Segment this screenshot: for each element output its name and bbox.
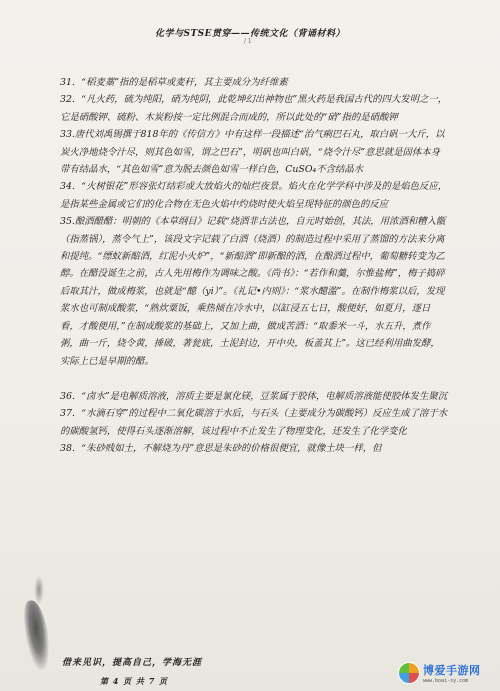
page-header: 化学与STSE贯穿——传统文化（背诵材料） xyxy=(154,29,346,39)
item-32: 32．“凡火药，硫为纯阳，硝为纯阴，此乾坤幻出神物也”黑火药是我国古代的四大发明之一，它是硝酸钾、硫粉、木炭粉按一定比例混合而成的，所以此处的“硝”指的是硝酸钾 xyxy=(60,94,448,123)
site-watermark[interactable] xyxy=(398,662,481,684)
watermark-name: 博爱手游网 xyxy=(423,664,481,677)
paragraph-gap xyxy=(60,370,448,388)
item-35: 35.酿酒醋醋：明朝的《本草纲目》记载“烧酒非古法也，自元时始创，其法，用浓酒和糟入甑（指蒸锅），蒸令气上”，该段文字记载了白酒（烧酒）的制造过程中采用了蒸馏的方法来分离和提纯。“缥蚁新醅酒，红泥小火炉”，“新醅酒”即新酿的酒，在酿酒过程中，葡萄糖转变为乙醇。在醋没诞生之前，古人先用梅作为调味之酸。《尚书》：“若作和羹，尔惟盐梅”，梅子捣碎后取其汁，做成梅浆，也就是“醷（yi）”。《礼记•内则》：“浆水醷滥”。在制作梅浆以后，发现浆水也可制成酸浆，“熟炊粟饭，乘热倾在冷水中，以缸浸五七日，酸便好，如夏月，逐日看，才酸便用，”在制成酸浆的基础上，又加上曲，做成苦酒：“取黍米一斗，水五升，煮作粥，曲一斤，烧令黄，捶破，著瓮底，土泥封边，开中央，板盖其上”。这已经利用曲发酵，实际上已是早期的醋。 xyxy=(60,216,446,367)
item-34: 34．“火树银花”形容张灯结彩或大放焰火的灿烂夜景。焰火在化学学科中涉及的是焰色反应，是指某些金属或它们的化合物在无色火焰中灼烧时使火焰呈现特征的颜色的反应 xyxy=(60,181,448,210)
item-31: 31．“稻麦藁”指的是稻草或麦秆，其主要成分为纤维素 xyxy=(60,77,288,88)
watermark-url: www.boai-sy.com xyxy=(423,678,469,684)
item-33: 33.唐代刘禹锡撰于818年的《传信方》中有这样一段描述“治气痢巴石丸，取白矾一大斤，以炭火净地烧令汁尽，则其色如雪，谓之巴石”，明矾也叫白矾，“烧令汁尽”意思就是固体本身带有结晶水，“其色如雪”意为脱去颜色如雪一样白色，CuSO₄不含结晶水 xyxy=(60,129,445,176)
scan-shadow xyxy=(21,599,53,671)
document-body xyxy=(60,74,448,458)
item-36: 36．“卤水”是电解质溶液，溶质主要是氯化镁，豆浆属于胶体，电解质溶液能使胶体发生聚沉 xyxy=(60,390,448,402)
scan-shadow-small xyxy=(34,575,44,605)
page-number: 第 4 页 共 7 页 xyxy=(100,676,169,686)
footer-motto: 借来见识，提高自己，学海无涯 xyxy=(62,658,203,668)
item-37: 37．“水滴石穿”的过程中二氧化碳溶于水后，与石头（主要成分为碳酸钙）反应生成了溶于水的碳酸氢钙，使得石头逐渐溶解，该过程中不止发生了物理变化，还发生了化学变化 xyxy=(60,408,448,437)
watermark-logo-icon xyxy=(398,662,420,684)
item-38: 38．“朱砂贱如土，不解烧为丹”意思是朱砂的价格很便宜，就像土块一样，但 xyxy=(60,443,382,455)
page-header-sub: / 1 xyxy=(244,38,252,45)
